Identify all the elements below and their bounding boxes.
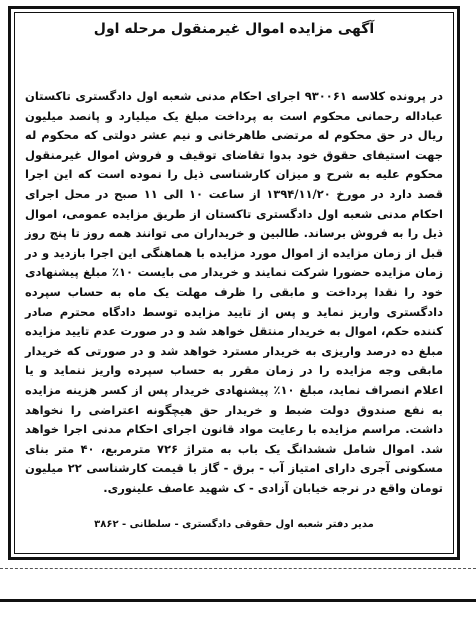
bottom-rule-divider [0, 599, 476, 602]
notice-title: آگهی مزایده اموال غیرمنقول مرحله اول [93, 21, 375, 37]
notice-signature: مدیر دفتر شعبه اول حقوقی دادگستری - سلطانی - ۳۸۶۲ [94, 519, 374, 530]
cut-line-divider [0, 568, 476, 569]
notice-frame [8, 6, 460, 560]
notice-inner-border [14, 12, 454, 554]
notice-body: در پرونده کلاسه ۹۳۰۰۶۱ اجرای احکام مدنی شعبه اول دادگستری تاکستان عباداله رحمانی محکوم است به پرداخت مبلغ یک میلیارد و پانصد میلیون ریال در حق محکوم له مرتضی طاهرخانی و نیم عشر دولتی که محکوم له جهت استیفای حقوق خود بدوا تقاضای توقیف و فروش اموال غیرمنقول محکوم علیه به شرح و میزان کارشناسی ذیل را نموده است که این اجرا قصد دارد در مورخ ۱۳۹۴/۱۱/۲۰ از ساعت ۱۰ الی ۱۱ صبح در محل اجرای احکام مدنی شعبه اول دادگستری تاکستان از طریق مزایده عمومی، اموال ذیل را به فروش برساند. طالبین و خریداران می توانند همه روز تا پنج روز قبل از زمان مزایده از اموال مورد مزایده با هماهنگی این اجرا بازدید و در زمان مزایده حضورا شرکت نمایند و خریدار می بایست ۱۰٪ مبلغ پیشنهادی خود را نقدا پرداخت و مابقی را ظرف مهلت یک ماه به حساب سپرده دادگستری واریز نماید و پس از تایید مزایده توسط دادگاه محترم صادر کننده حکم، اموال به خریدار منتقل خواهد شد و در صورت عدم تایید مزایده مبلغ ده درصد واریزی به خریدار مسترد خواهد شد و در صورتی که خریدار مابقی وجه مزایده را در زمان مقرر به حساب سپرده واریز ننماید و یا اعلام انصراف نماید، مبلغ ۱۰٪ پیشنهادی خریدار پس از کسر هزینه مزایده به نفع صندوق دولت ضبط و خریدار حق هیچگونه اعتراضی را نخواهد داشت. مراسم مزایده با رعایت مواد قانون اجرای احکام مدنی اجرا خواهد شد. اموال شامل ششدانگ یک باب به متراژ ۷۲۶ مترمربع، ۴۰ متر بنای مسکونی آجری دارای امتیاز آب - برق - گاز با قیمت کارشناسی ۲۲ میلیون تومان واقع در نرجه خیابان آزادی - ک شهید عاصف علینوری. [25, 89, 444, 495]
